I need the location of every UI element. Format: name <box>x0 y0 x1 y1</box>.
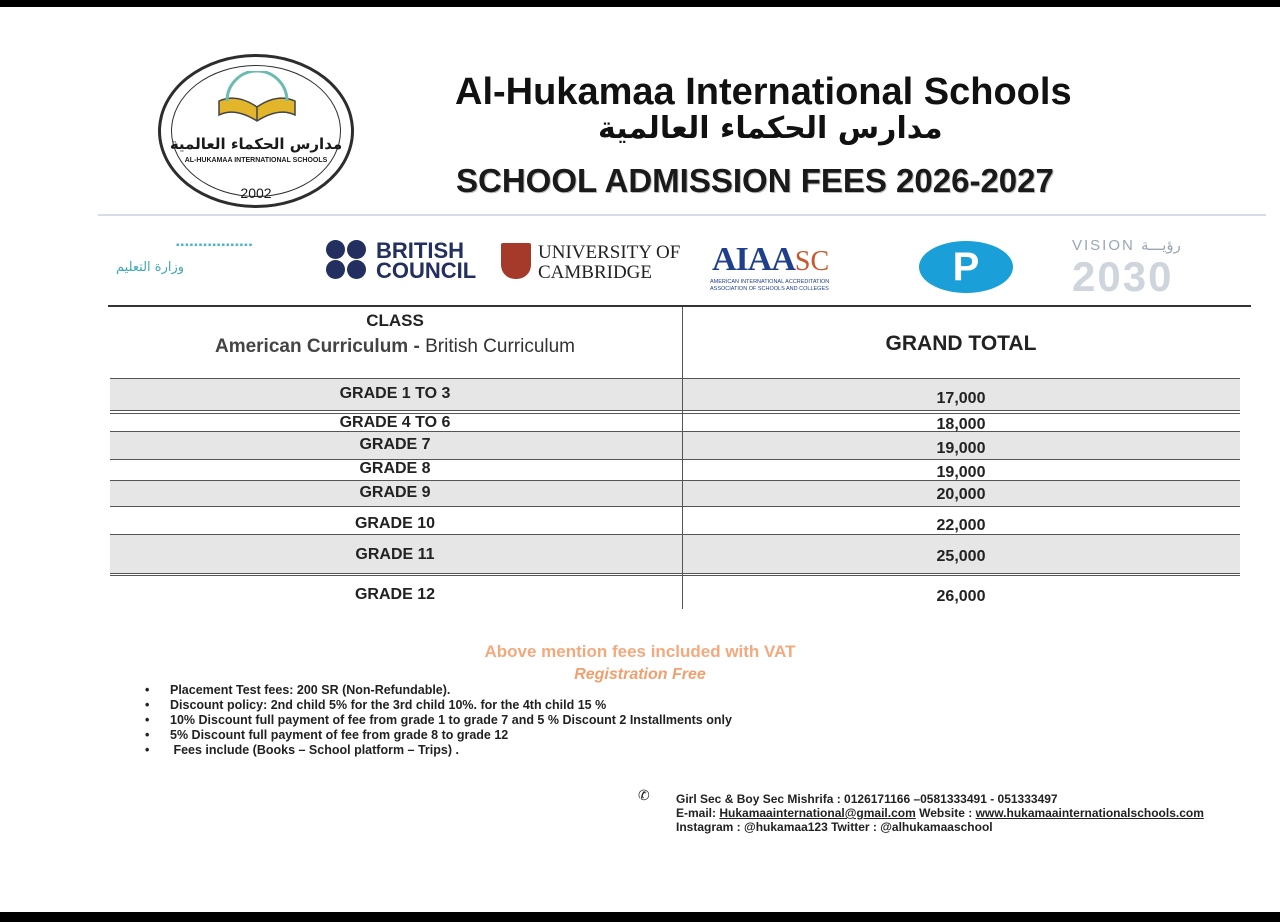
table-row-grade: GRADE 10 <box>354 515 436 532</box>
email-label: E-mail: <box>676 806 717 820</box>
table-row-total: 20,000 <box>936 486 986 503</box>
note-text: Placement Test fees: 200 SR (Non-Refundable). <box>170 683 451 697</box>
note-text: 5% Discount full payment of fee from grade 8 to grade 12 <box>170 728 509 742</box>
table-row-total: 18,000 <box>936 416 986 433</box>
aiaasc-suffix: SC <box>794 246 830 277</box>
table-header-grand-total: GRAND TOTAL <box>885 332 1037 355</box>
contact-social: Instagram : @hukamaa123 Twitter : @alhukamaaschool <box>676 820 993 834</box>
table-row-grade: GRADE 12 <box>354 586 436 603</box>
row-separator <box>110 506 1240 507</box>
table-row-grade: GRADE 7 <box>359 436 431 453</box>
pearson-logo-icon: P <box>919 241 1013 293</box>
table-row-grade: GRADE 11 <box>355 546 435 563</box>
list-item <box>145 698 732 713</box>
cambridge-logo <box>538 243 680 283</box>
list-item <box>145 728 732 743</box>
bottom-border <box>0 912 1280 922</box>
list-item <box>145 713 732 728</box>
moe-logo-icon: ▪▪▪▪▪▪▪▪▪▪▪▪▪▪▪▪▪ <box>176 240 254 251</box>
school-name-en: Al-Hukamaa International Schools <box>455 71 1072 113</box>
school-logo <box>158 54 354 208</box>
note-text: Fees include (Books – School platform – Trips) . <box>170 743 459 757</box>
note-text: 10% Discount full payment of fee from grade 1 to grade 7 and 5 % Discount 2 Installments only <box>170 713 732 727</box>
website-link[interactable]: www.hukamaainternationalschools.com <box>975 806 1204 820</box>
list-item <box>145 743 732 758</box>
email-link[interactable]: Hukamaainternational@gmail.com <box>719 806 916 820</box>
vat-note: Above mention fees included with VAT <box>484 642 796 661</box>
cambridge-line1: UNIVERSITY OF <box>538 242 681 263</box>
logo-name-ar: مدارس الحكماء العالمية <box>169 135 343 153</box>
moe-logo-text: وزارة التعليم <box>116 260 185 275</box>
contact-email-line <box>676 806 1204 820</box>
curriculum-separator: - <box>413 336 420 357</box>
row-separator <box>110 575 1240 576</box>
table-row-total: 26,000 <box>936 588 986 605</box>
note-text: Discount policy: 2nd child 5% for the 3rd child 10%. for the 4th child 15 % <box>170 698 607 712</box>
table-row-total: 17,000 <box>936 390 986 407</box>
british-council-dots-icon <box>326 240 368 280</box>
book-emblem-icon <box>213 71 301 131</box>
website-label: Website : <box>919 806 973 820</box>
aiaasc-line1: AMERICAN INTERNATIONAL ACCREDITATION <box>710 279 830 285</box>
table-row-total: 22,000 <box>936 517 986 534</box>
bullet: • <box>145 743 150 757</box>
table-top-border <box>108 305 1251 307</box>
document-page <box>0 7 1280 912</box>
bullet: • <box>145 713 150 727</box>
table-row-grade: GRADE 1 TO 3 <box>339 385 451 402</box>
header-divider <box>98 214 1266 216</box>
table-row-total: 19,000 <box>936 464 986 481</box>
vision-2030-top: VISION رؤيـــة <box>1072 237 1181 254</box>
curriculum-american: American Curriculum <box>214 336 409 357</box>
table-row-grade: GRADE 4 TO 6 <box>339 414 451 431</box>
british-council-line1: BRITISH <box>376 238 464 263</box>
aiaasc-main: AIAA <box>712 241 795 278</box>
table-row-grade: GRADE 8 <box>359 460 431 477</box>
fee-notes-list <box>145 683 732 758</box>
bullet: • <box>145 698 150 712</box>
cambridge-shield-icon <box>501 243 531 279</box>
logo-year: 2002 <box>240 185 272 201</box>
vision-2030-logo: 2030 <box>1072 253 1174 300</box>
cambridge-line2: CAMBRIDGE <box>538 262 653 283</box>
table-row-grade: GRADE 9 <box>359 484 431 501</box>
contact-phones: Girl Sec & Boy Sec Mishrifa : 0126171166 –0581333491 - 051333497 <box>676 792 1058 806</box>
table-header-curriculum <box>108 336 682 358</box>
list-item <box>145 683 732 698</box>
phone-icon: ✆ <box>638 787 650 803</box>
bullet: • <box>145 728 150 742</box>
bullet: • <box>145 683 150 697</box>
british-council-logo <box>376 238 477 283</box>
fees-title: SCHOOL ADMISSION FEES 2026-2027 <box>456 162 1054 199</box>
registration-note: Registration Free <box>574 666 706 683</box>
curriculum-british: British Curriculum <box>425 336 576 357</box>
logo-name-en: AL-HUKAMAA INTERNATIONAL SCHOOLS <box>184 157 328 164</box>
british-council-line2: COUNCIL <box>376 258 477 283</box>
table-header-class: CLASS <box>366 311 424 330</box>
contact-block <box>676 792 1204 834</box>
aiaasc-subtitle <box>710 279 829 293</box>
aiaasc-logo <box>712 241 829 279</box>
table-row-total: 19,000 <box>936 440 986 457</box>
aiaasc-line2: ASSOCIATION OF SCHOOLS AND COLLEGES <box>710 286 829 292</box>
table-row-total: 25,000 <box>936 548 986 565</box>
school-name-ar: مدارس الحكماء العالمية <box>598 111 943 146</box>
